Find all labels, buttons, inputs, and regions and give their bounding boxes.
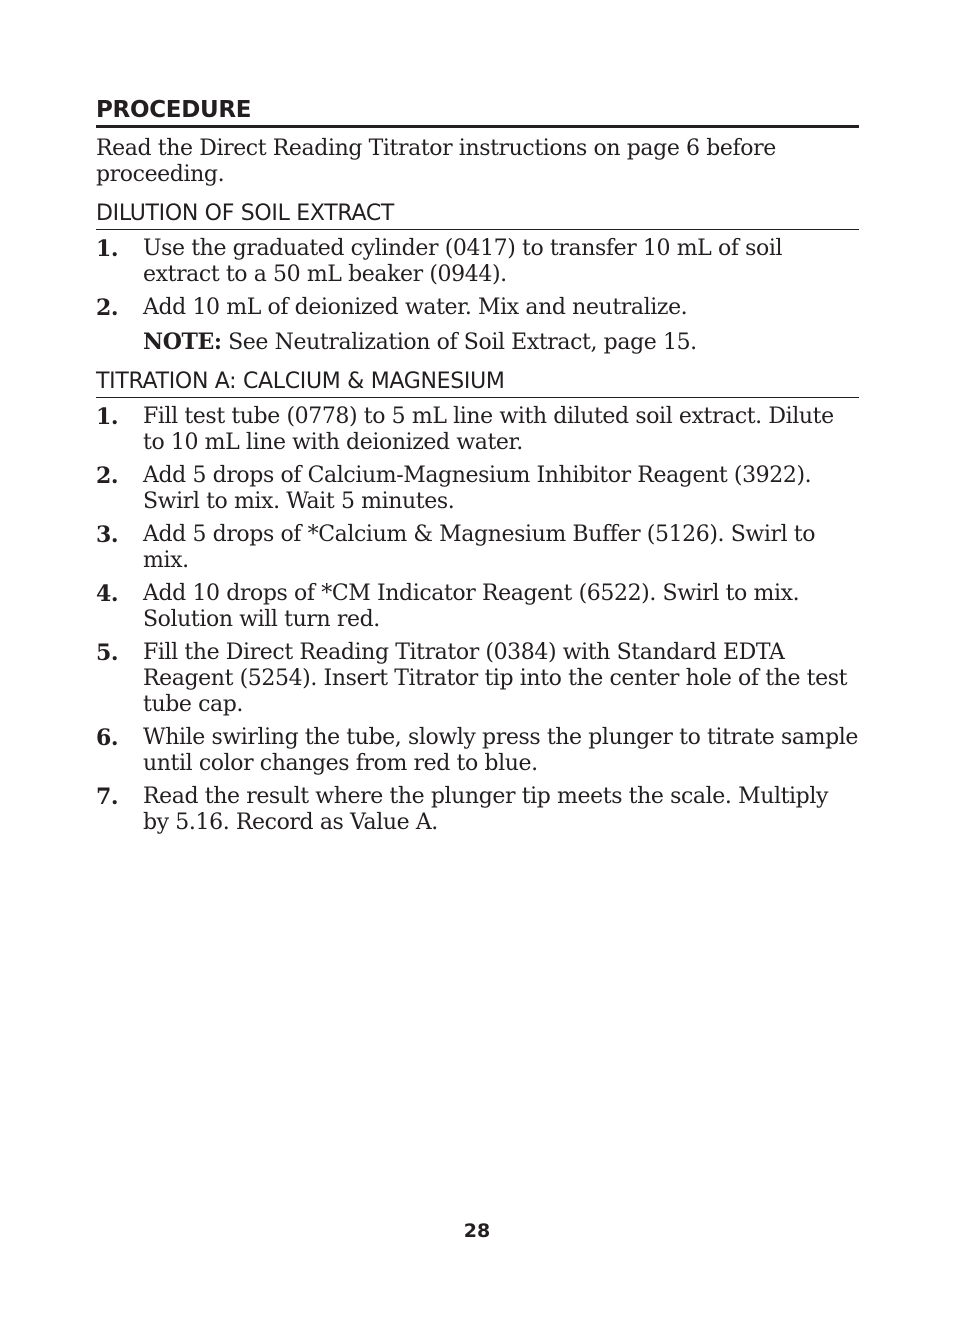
step-text: Use the graduated cylinder (0417) to transfer 10 mL of soil extract to a 50 mL beaker (0944). bbox=[143, 236, 783, 287]
page-number: 28 bbox=[463, 1220, 491, 1242]
note bbox=[143, 329, 859, 356]
step-text: Add 10 drops of *CM Indicator Reagent (6522). Swirl to mix. Solution will turn red. bbox=[143, 581, 800, 632]
titration-step-7 bbox=[96, 784, 859, 836]
titration-step-4 bbox=[96, 581, 859, 633]
titration-step-6 bbox=[96, 725, 859, 777]
step-text: Add 5 drops of Calcium-Magnesium Inhibitor Reagent (3922). Swirl to mix. Wait 5 minutes. bbox=[143, 463, 812, 514]
step-number: 2. bbox=[96, 295, 119, 321]
procedure-intro: Read the Direct Reading Titrator instructions on page 6 before proceeding. bbox=[96, 136, 776, 187]
note-label: NOTE: bbox=[143, 329, 222, 355]
step-text: While swirling the tube, slowly press the plunger to titrate sample until color changes from red to blue. bbox=[143, 725, 859, 776]
dilution-heading: DILUTION OF SOIL EXTRACT bbox=[96, 200, 859, 230]
step-number: 5. bbox=[96, 640, 119, 666]
step-text: Read the result where the plunger tip meets the scale. Multiply by 5.16. Record as Value A. bbox=[143, 784, 829, 835]
titration-steps bbox=[96, 404, 859, 836]
titration-step-2 bbox=[96, 463, 859, 515]
dilution-step-1 bbox=[96, 236, 859, 288]
step-text: Fill the Direct Reading Titrator (0384) with Standard EDTA Reagent (5254). Insert Titrator tip into the center hole of the test tube cap. bbox=[143, 640, 848, 717]
step-number: 7. bbox=[96, 784, 119, 810]
step-number: 4. bbox=[96, 581, 119, 607]
titration-step-5 bbox=[96, 640, 859, 718]
dilution-steps bbox=[96, 236, 859, 356]
step-text: Fill test tube (0778) to 5 mL line with diluted soil extract. Dilute to 10 mL line with deionized water. bbox=[143, 404, 834, 455]
document-page bbox=[96, 96, 859, 843]
note-text: See Neutralization of Soil Extract, page 15. bbox=[221, 330, 697, 355]
step-number: 6. bbox=[96, 725, 119, 751]
titration-heading: TITRATION A: CALCIUM & MAGNESIUM bbox=[96, 368, 859, 398]
step-number: 3. bbox=[96, 522, 119, 548]
step-number: 1. bbox=[96, 236, 119, 262]
step-number: 1. bbox=[96, 404, 119, 430]
procedure-heading: PROCEDURE bbox=[96, 96, 859, 128]
titration-step-3 bbox=[96, 522, 859, 574]
titration-step-1 bbox=[96, 404, 859, 456]
step-text: Add 5 drops of *Calcium & Magnesium Buffer (5126). Swirl to mix. bbox=[143, 522, 816, 573]
dilution-step-2 bbox=[96, 295, 859, 356]
step-number: 2. bbox=[96, 463, 119, 489]
step-text: Add 10 mL of deionized water. Mix and neutralize. bbox=[143, 295, 688, 320]
